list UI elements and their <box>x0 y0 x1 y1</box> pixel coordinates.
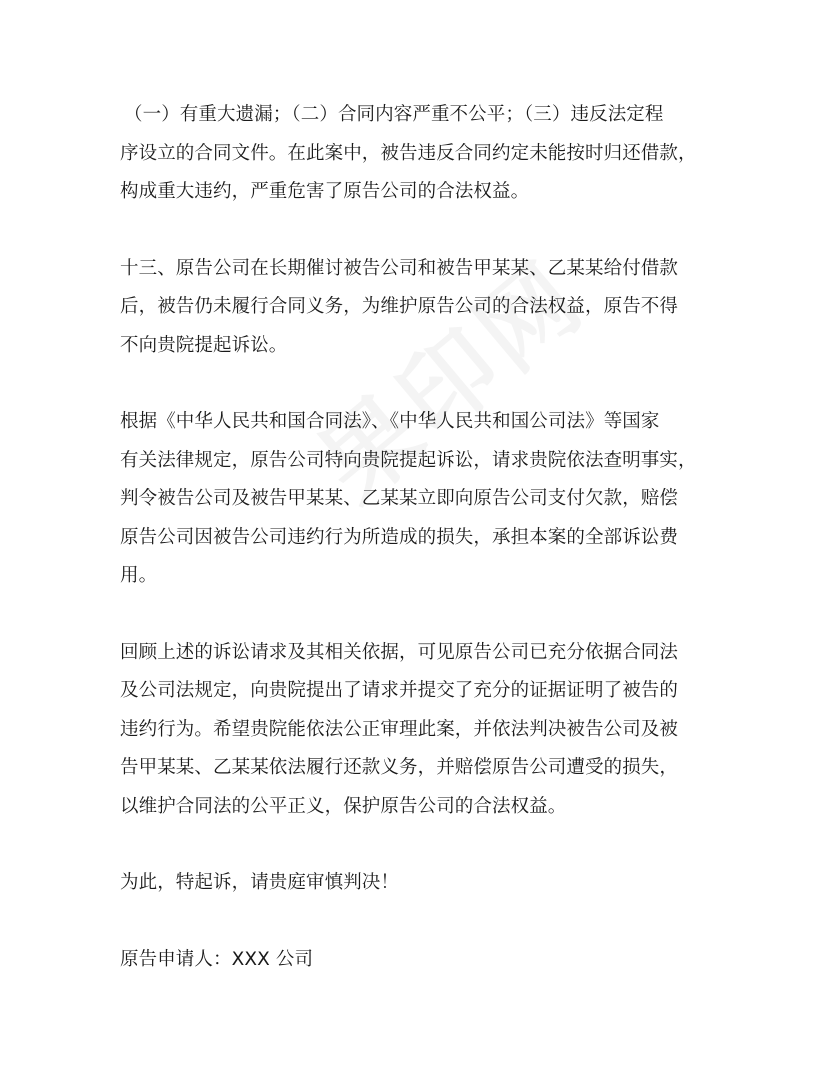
text-line: 以维护合同法的公平正义，保护原告公司的合法权益。 <box>120 795 567 817</box>
text-line: 原告申请人：XXX 公司 <box>120 948 314 970</box>
text-line: 违约行为。希望贵院能依法公正审理此案，并依法判决被告公司及被 <box>120 718 679 740</box>
paragraph-4 <box>120 634 740 827</box>
text-line: 十三、原告公司在长期催讨被告公司和被告甲某某、乙某某给付借款 <box>120 257 679 279</box>
text-line: 根据《中华人民共和国合同法》、《中华人民共和国公司法》等国家 <box>120 411 660 432</box>
text-line: 有关法律规定，原告公司特向贵院提起诉讼，请求贵院依法查明事实， <box>120 449 697 471</box>
text-line: 为此，特起诉，请贵庭审慎判决！ <box>120 872 400 893</box>
text-line: 后，被告仍未履行合同义务，为维护原告公司的合法权益，原告不得 <box>120 296 679 317</box>
text-line: 回顾上述的诉讼请求及其相关依据，可见原告公司已充分依据合同法 <box>120 641 679 663</box>
text-line: 及公司法规定，向贵院提出了请求并提交了充分的证据证明了被告的 <box>120 680 679 701</box>
text-line: 不向贵院提起诉讼。 <box>120 334 288 356</box>
text-line: （一）有重大遗漏；（二）合同内容严重不公平；（三）违反法定程 <box>124 104 664 125</box>
plaintiff-signature-line <box>120 941 740 980</box>
paragraph-2 <box>120 250 740 366</box>
text-line: 告甲某某、乙某某依法履行还款义务，并赔偿原告公司遭受的损失， <box>120 757 679 778</box>
text-line: 用。 <box>120 565 158 586</box>
paragraph-closing <box>120 864 740 903</box>
paragraph-3 <box>120 403 740 596</box>
document-body <box>120 96 740 1017</box>
text-line: 原告公司因被告公司违约行为所造成的损失，承担本案的全部诉讼费 <box>120 526 679 548</box>
paragraph-1 <box>120 96 740 212</box>
text-line: 构成重大违约，严重危害了原告公司的合法权益。 <box>120 181 530 202</box>
text-line: 判令被告公司及被告甲某某、乙某某立即向原告公司支付欠款，赔偿 <box>120 488 679 509</box>
text-line: 序设立的合同文件。在此案中，被告违反合同约定未能按时归还借款， <box>120 142 697 164</box>
